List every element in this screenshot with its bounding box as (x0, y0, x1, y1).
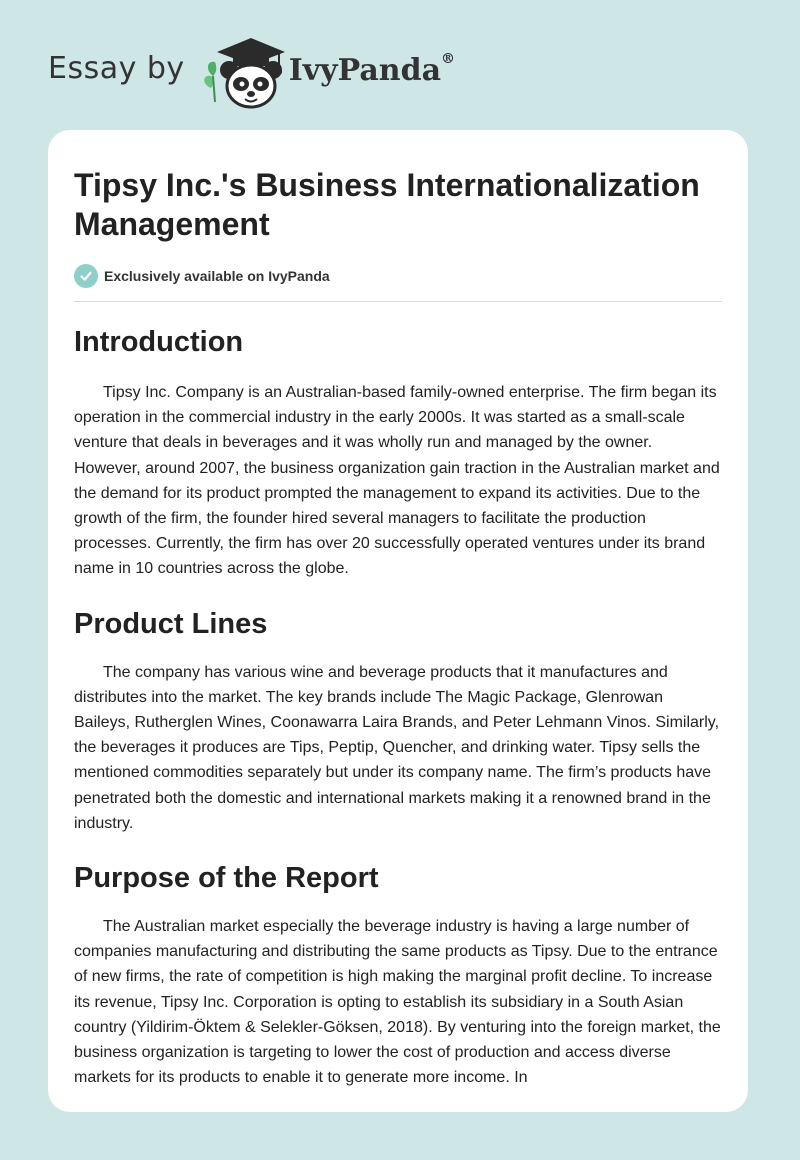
site-header (48, 32, 455, 112)
section-heading-product-lines: Product Lines (74, 607, 268, 640)
exclusive-label: Exclusively available on IvyPanda (104, 268, 330, 284)
panda-logo-icon[interactable] (199, 32, 287, 112)
section-heading-introduction: Introduction (74, 326, 244, 358)
section-paragraph-purpose: The Australian market especially the beverage industry is having a large number of companies manufacturing and distributing the same products as Tipsy. Due to the entrance of new firms, the rate of competition is high making the marginal profit decline. To increase its revenue, Tipsy Inc. Corporation is opting to establish its subsidiary in a South Asian country (Yildirim-Öktem & Selekler-Göksen, 2018). By venturing into the foreign market, the business organization is targeting to lower the cost of production and access diverse markets for its products to enable it to generate more income. In (74, 918, 721, 1087)
exclusive-badge (74, 264, 722, 302)
checkmark-icon (74, 264, 98, 288)
essay-card (48, 130, 748, 1112)
section-heading-purpose: Purpose of the Report (74, 862, 379, 895)
essay-title: Tipsy Inc.'s Business Internationalization Management (74, 167, 700, 242)
registered-mark: ® (441, 50, 456, 67)
essay-by-label: Essay by (48, 50, 185, 86)
section-paragraph-introduction: Tipsy Inc. Company is an Australian-based family-owned enterprise. The firm began its operation in the commercial industry in the early 2000s. It was started as a small-scale venture that deals in beverages and it was wholly run and managed by the owner. However, around 2007, the business organization gain traction in the Australian market and the demand for its product prompted the management to expand its activities. Due to the growth of the firm, the founder hired several managers to facilitate the production processes. Currently, the firm has over 20 successfully operated ventures under its brand name in 10 countries across the globe. (74, 384, 720, 578)
brand-name[interactable]: IvyPanda® (288, 50, 456, 88)
section-paragraph-product-lines: The company has various wine and beverage products that it manufactures and distributes into the market. The key brands include The Magic Package, Glenrowan Baileys, Rutherglen Wines, Coonawarra Laira Brands, and Peter Lehmann Vinos. Similarly, the beverages it produces are Tips, Peptip, Quencher, and drinking water. Tipsy sells the mentioned commodities separately but under its company name. The firm’s products have penetrated both the domestic and international markets making it a renowned brand in the industry. (74, 663, 720, 832)
